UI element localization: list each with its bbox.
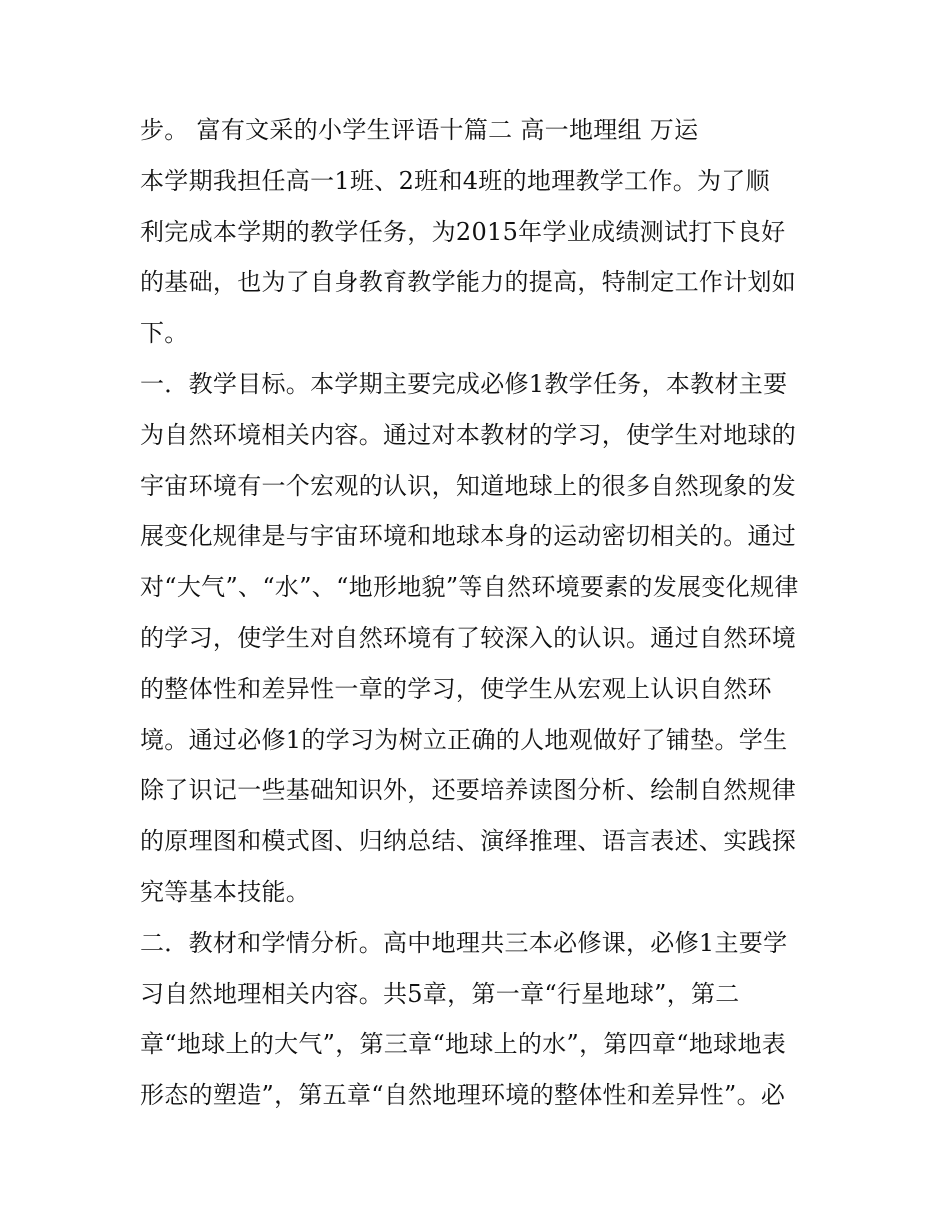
text-line: 形态的塑造”，第五章“自然地理环境的整体性和差异性”。必 <box>140 1081 786 1110</box>
text-line: 宇宙环境有一个宏观的认识，知道地球上的很多自然现象的发 <box>140 471 797 500</box>
text-line: 为自然环境相关内容。通过对本教材的学习，使学生对地球的 <box>140 420 797 449</box>
text-line: 一．教学目标。本学期主要完成必修1教学任务，本教材主要 <box>140 369 788 398</box>
text-line: 的学习，使学生对自然环境有了较深入的认识。通过自然环境 <box>140 623 797 652</box>
text-line: 利完成本学期的教学任务，为2015年学业成绩测试打下良好 <box>140 217 786 246</box>
text-line: 章“地球上的大气”，第三章“地球上的水”，第四章“地球地表 <box>140 1030 787 1059</box>
text-line: 的整体性和差异性一章的学习，使学生从宏观上认识自然环 <box>140 674 772 703</box>
text-line: 二．教材和学情分析。高中地理共三本必修课，必修1主要学 <box>140 928 788 957</box>
text-line: 步。 富有文采的小学生评语十篇二 高一地理组 万运 <box>140 116 699 144</box>
text-line: 下。 <box>140 319 189 348</box>
text-line: 本学期我担任高一1班、2班和4班的地理教学工作。为了顺 <box>140 166 770 195</box>
text-line: 展变化规律是与宇宙环境和地球本身的运动密切相关的。通过 <box>140 522 797 551</box>
text-line: 除了识记一些基础知识外，还要培养读图分析、绘制自然规律 <box>140 776 797 805</box>
text-line: 习自然地理相关内容。共5章，第一章“行星地球”，第二 <box>140 979 740 1008</box>
document-body <box>140 110 820 1126</box>
text-line: 的基础，也为了自身教育教学能力的提高，特制定工作计划如 <box>140 268 797 297</box>
text-line: 境。通过必修1的学习为树立正确的人地观做好了铺垫。学生 <box>140 725 788 754</box>
text-line: 对“大气”、“水”、“地形地貌”等自然环境要素的发展变化规律 <box>140 573 799 602</box>
text-line: 的原理图和模式图、归纳总结、演绎推理、语言表述、实践探 <box>140 827 797 856</box>
text-line: 究等基本技能。 <box>140 877 311 906</box>
